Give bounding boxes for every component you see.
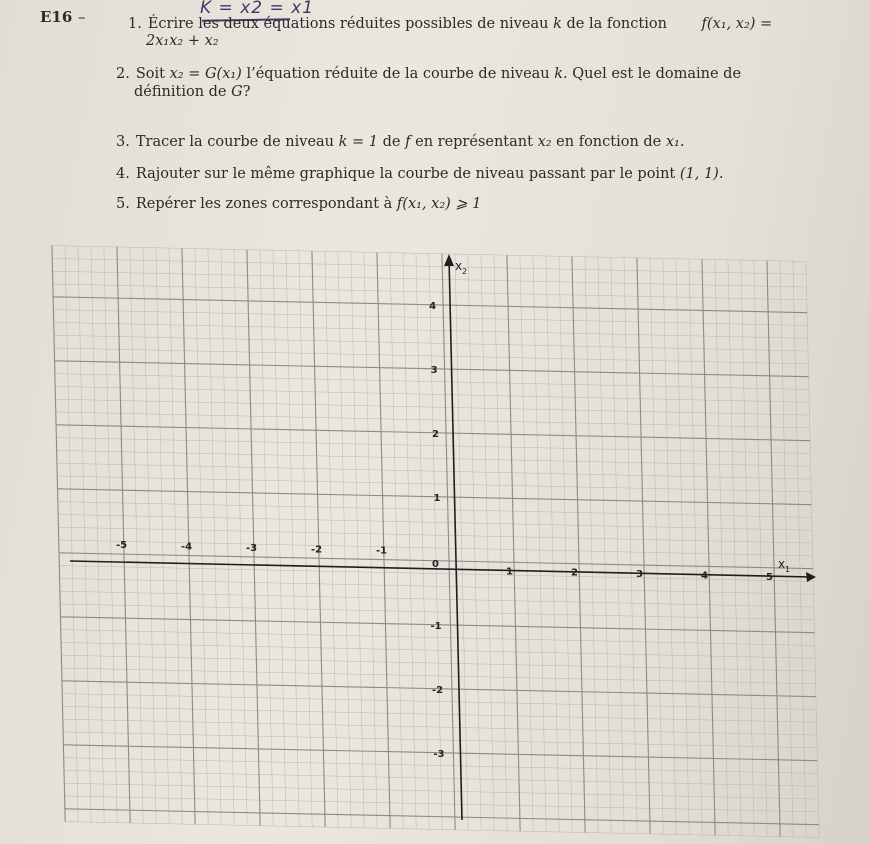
minor-grid-line-vertical bbox=[741, 260, 754, 836]
question-3-number: 3. bbox=[116, 134, 130, 150]
minor-grid-line-vertical bbox=[780, 261, 793, 837]
major-grid-line-vertical bbox=[377, 252, 390, 828]
minor-grid-line-vertical bbox=[611, 257, 624, 833]
minor-grid-line-vertical bbox=[208, 249, 221, 825]
x-tick-label: -1 bbox=[376, 545, 388, 557]
minor-grid-line-vertical bbox=[481, 255, 494, 831]
minor-grid-line-vertical bbox=[663, 258, 676, 834]
minor-grid-line-vertical bbox=[494, 255, 507, 831]
minor-grid-line-vertical bbox=[234, 249, 247, 825]
minor-grid-line-vertical bbox=[559, 256, 572, 832]
minor-grid-line-vertical bbox=[195, 249, 208, 825]
y-tick-label: -2 bbox=[431, 685, 444, 696]
question-3-equation: k = 1 bbox=[338, 134, 379, 150]
minor-grid-line-vertical bbox=[468, 254, 481, 830]
question-1-line-2: 2x₁x₂ + x₂ bbox=[146, 33, 219, 49]
minor-grid-line-vertical bbox=[520, 255, 533, 831]
minor-grid-line-vertical bbox=[169, 248, 182, 824]
major-grid-line-vertical bbox=[117, 247, 130, 823]
x-tick-label: -5 bbox=[116, 540, 128, 552]
minor-grid-line-vertical bbox=[533, 256, 546, 832]
minor-grid-line-vertical bbox=[598, 257, 611, 833]
minor-grid-line-vertical bbox=[325, 251, 338, 827]
x-tick-label: -3 bbox=[246, 542, 258, 554]
minor-grid-line-vertical bbox=[260, 250, 273, 826]
question-4-number: 4. bbox=[116, 166, 130, 182]
minor-grid-line-vertical bbox=[130, 247, 143, 823]
minor-grid-line-vertical bbox=[403, 253, 416, 829]
minor-grid-line-vertical bbox=[728, 260, 741, 836]
question-2-line-2a: définition de bbox=[134, 84, 227, 100]
minor-grid-line-vertical bbox=[806, 261, 819, 837]
question-1-text-b: de la fonction bbox=[566, 16, 667, 32]
y-axis bbox=[449, 258, 462, 820]
minor-grid-line-vertical bbox=[429, 254, 445, 830]
minor-grid-line-vertical bbox=[676, 259, 689, 835]
minor-grid-line-vertical bbox=[364, 252, 377, 828]
minor-grid-line-vertical bbox=[78, 246, 91, 822]
question-3-x1: x₁. bbox=[665, 134, 685, 150]
minor-grid-line-vertical bbox=[299, 251, 312, 827]
y-axis-arrow-icon bbox=[444, 254, 454, 266]
axis-labels bbox=[116, 259, 790, 760]
question-2-line-2b: ? bbox=[242, 84, 251, 100]
minor-grid-line-vertical bbox=[754, 260, 767, 836]
question-4-text-a: Rajouter sur le même graphique la courbe de niveau passant par le point bbox=[135, 166, 676, 182]
x-tick-label: 3 bbox=[636, 569, 643, 581]
minor-grid-line-vertical bbox=[416, 253, 429, 829]
y-tick-label: 2 bbox=[432, 429, 440, 440]
handwritten-note: K = x2 = x1 bbox=[200, 0, 315, 18]
x-axis-name: x bbox=[778, 557, 786, 571]
question-2-equation: x₂ = G(x₁) bbox=[169, 66, 242, 82]
minor-grid-line-vertical bbox=[338, 252, 351, 828]
major-grid-line-vertical bbox=[182, 248, 195, 824]
minor-grid-line-vertical bbox=[546, 256, 559, 832]
minor-grid-line-vertical bbox=[143, 248, 156, 824]
x-axis-subscript: 1 bbox=[785, 565, 791, 574]
x-tick-label: 4 bbox=[701, 570, 708, 582]
question-1-number: 1. bbox=[128, 16, 142, 32]
question-2-text-a: Soit bbox=[135, 66, 165, 82]
question-3-text-a: Tracer la courbe de niveau bbox=[135, 134, 335, 150]
question-2-text-c: Quel est le domaine de bbox=[572, 66, 742, 82]
question-3-x2: x₂ bbox=[537, 134, 552, 150]
minor-grid-line-vertical bbox=[390, 253, 403, 829]
x-tick-label: -4 bbox=[181, 541, 193, 553]
y-axis-name: x bbox=[455, 259, 463, 273]
x-tick-label: 1 bbox=[506, 566, 513, 578]
minor-grid-line-vertical bbox=[351, 252, 364, 828]
exercise-label: E16 bbox=[40, 8, 73, 26]
question-3-f: f bbox=[405, 134, 411, 150]
question-3-text-b: de bbox=[382, 134, 401, 150]
minor-grid-line-vertical bbox=[715, 260, 728, 836]
x-tick-label: 5 bbox=[766, 571, 773, 583]
minor-grid-line-vertical bbox=[650, 258, 663, 834]
major-grid-line-vertical bbox=[702, 259, 715, 835]
minor-grid-line-vertical bbox=[156, 248, 169, 824]
y-tick-label: 3 bbox=[430, 365, 438, 376]
major-grid-line-vertical bbox=[572, 257, 585, 833]
major-grid-line-vertical bbox=[52, 246, 65, 822]
major-grid-line-vertical bbox=[507, 255, 520, 831]
question-3-text-d: en fonction de bbox=[556, 134, 662, 150]
minor-grid-line-vertical bbox=[273, 250, 286, 826]
minor-grid-line-vertical bbox=[104, 247, 117, 823]
question-3-text-c: en représentant bbox=[415, 134, 533, 150]
question-2-number: 2. bbox=[116, 66, 130, 82]
minor-grid-line-vertical bbox=[455, 254, 468, 830]
major-grid-line-vertical bbox=[767, 261, 780, 837]
question-2-k: k. bbox=[554, 66, 568, 82]
question-5-number: 5. bbox=[116, 196, 130, 212]
minor-grid-line-vertical bbox=[221, 249, 234, 825]
question-5-text-a: Repérer les zones correspondant à bbox=[135, 196, 393, 212]
x-axis-arrow-icon bbox=[806, 572, 816, 582]
y-tick-label: -1 bbox=[430, 621, 442, 632]
y-axis-subscript: 2 bbox=[462, 267, 468, 276]
x-tick-label: 2 bbox=[571, 567, 578, 579]
minor-grid-line-vertical bbox=[624, 258, 637, 834]
y-tick-label: 4 bbox=[429, 301, 437, 312]
question-1-k: k bbox=[553, 16, 562, 32]
question-4-point: (1, 1). bbox=[679, 166, 724, 182]
minor-grid-line-vertical bbox=[286, 251, 299, 827]
minor-grid-line-vertical bbox=[65, 246, 78, 822]
minor-grid-line-vertical bbox=[585, 257, 598, 833]
x-tick-label: -2 bbox=[311, 544, 323, 556]
minor-grid-line-vertical bbox=[793, 261, 806, 837]
major-grid-line-vertical bbox=[247, 250, 260, 826]
question-5-inequality: f(x₁, x₂) ⩾ 1 bbox=[396, 196, 482, 212]
question-1-function: f(x₁, x₂) = bbox=[701, 16, 773, 32]
major-grid-line-vertical bbox=[637, 258, 650, 834]
major-grid-line-vertical bbox=[442, 254, 455, 830]
y-tick-label: -3 bbox=[433, 749, 445, 760]
origin-label: 0 bbox=[432, 559, 439, 570]
exercise-dash: – bbox=[78, 8, 86, 26]
question-2-text-b: l’équation réduite de la courbe de niveau bbox=[246, 66, 550, 82]
question-1-text-a: Écrire les deux équations réduites possibles de niveau bbox=[147, 16, 549, 32]
minor-grid-line-vertical bbox=[91, 246, 104, 822]
minor-grid-line-vertical bbox=[689, 259, 702, 835]
question-2-G: G bbox=[231, 84, 243, 100]
y-tick-label: 1 bbox=[433, 493, 441, 504]
major-grid-line-vertical bbox=[312, 251, 325, 827]
